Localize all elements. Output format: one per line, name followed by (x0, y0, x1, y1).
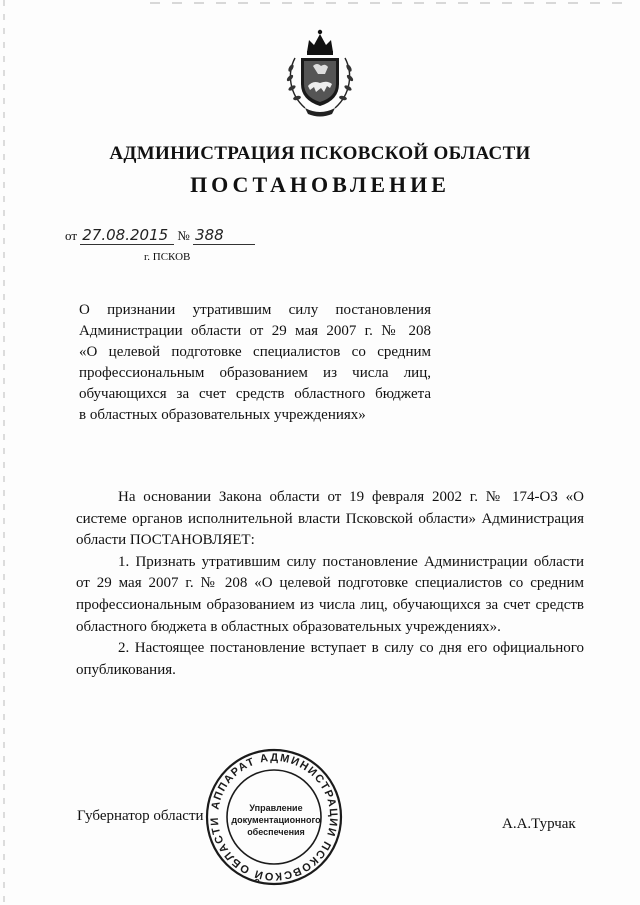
signatory-position: Губернатор области (77, 808, 204, 824)
date-prefix: от (65, 228, 78, 243)
subject-line: «О целевой подготовке специалистов со средним (79, 344, 431, 360)
scan-edge (3, 0, 5, 905)
official-stamp (204, 747, 344, 887)
city-line: г. ПСКОВ (144, 251, 191, 263)
subject-line: в областных образовательных учреждениях» (79, 407, 366, 423)
stamp-ring-text: АППАРАТ АДМИНИСТРАЦИИ ПСКОВСКОЙ ОБЛАСТИ (208, 751, 340, 883)
document-type-title: ПОСТАНОВЛЕНИЕ (190, 172, 450, 197)
subject-line: профессиональным образованием из числа лиц, (79, 365, 431, 381)
stamp-line-1: Управление (249, 803, 303, 813)
number-prefix: № (177, 228, 190, 243)
stamp-line-3: обеспечения (247, 827, 305, 837)
body-item-2: 2. Настоящее постановление вступает в силу со дня его официального опубликования. (76, 640, 584, 678)
body-item-1: 1. Признать утратившим силу постановление Администрации области от 29 мая 2007 г. № 208 «О целевой подготовке специалистов со средним профессиональным образованием из числа лиц, обучающихся за счет средств областного бюджета в областных образовательных учреждениях». (76, 553, 584, 635)
scan-edge-top (150, 2, 630, 4)
signatory-name: А.А.Турчак (502, 816, 576, 832)
date-number-line (65, 226, 255, 245)
coat-of-arms-emblem (283, 28, 357, 118)
handwritten-date: 27.08.2015 (80, 226, 174, 245)
organization-title: АДМИНИСТРАЦИЯ ПСКОВСКОЙ ОБЛАСТИ (109, 143, 531, 164)
document-subject (79, 300, 431, 426)
subject-line: Администрации области от 29 мая 2007 г. № 208 (79, 323, 431, 339)
body-intro-paragraph: На основании Закона области от 19 февраля 2002 г. № 174-ОЗ «О системе органов исполнительной власти Псковской области» Администрация области ПОСТАНОВЛЯЕТ: (76, 489, 584, 549)
subject-line: обучающихся за счет средств областного бюджета (79, 386, 431, 402)
handwritten-number: 388 (193, 226, 255, 245)
subject-line: О признании утратившим силу постановления (79, 302, 431, 318)
stamp-line-2: документационного (231, 815, 321, 825)
document-body (76, 487, 584, 681)
